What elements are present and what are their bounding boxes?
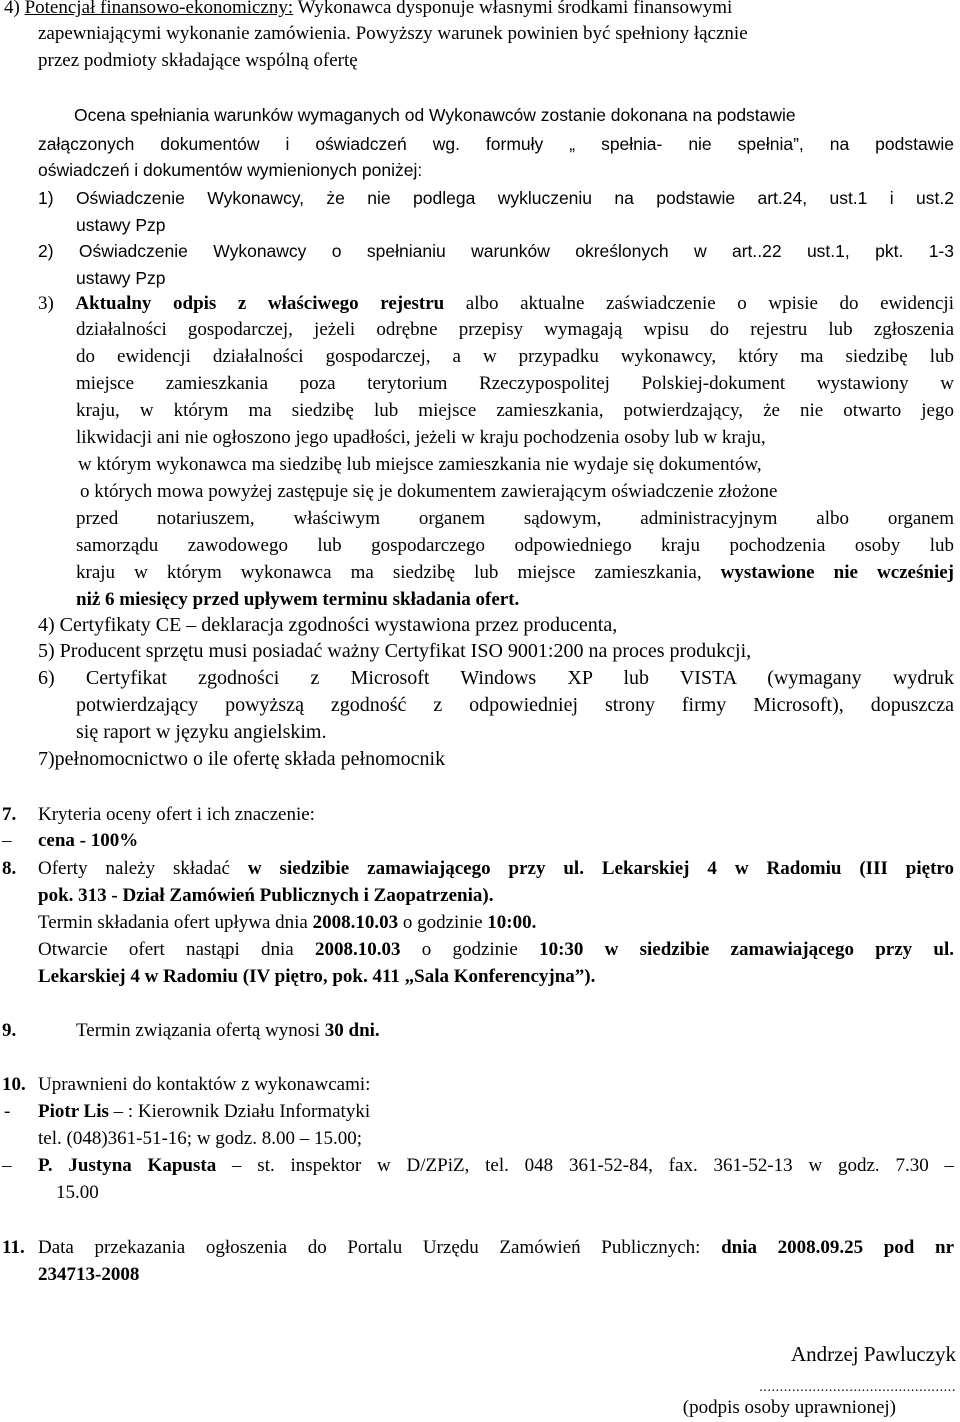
s10-number: 10. [2, 1074, 26, 1095]
ocena-line-1: Ocena spełniania warunków wymaganych od Wykonawców zostanie dokonana na podstawie [74, 105, 796, 125]
doc-4: 4) Certyfikaty CE – deklaracja zgodności wystawiona przez producenta, [38, 614, 618, 636]
potencjal-line-3: przez podmioty składające wspólną ofertę [38, 50, 358, 71]
s7-number: 7. [2, 804, 17, 825]
s8-number: 8. [2, 858, 17, 879]
s8-line-2: pok. 313 - Dział Zamówień Publicznych i Zaopatrzenia). [38, 885, 494, 906]
signature-dotted-line: ................................................ [759, 1380, 956, 1395]
s7-dash: – [2, 830, 12, 851]
potencjal-heading: Potencjał finansowo-ekonomiczny: [24, 0, 294, 18]
doc-3-line-11: kraju w którym wykonawca ma siedzibę lub miejsce zamieszkania, wystawione nie wcześniej [76, 562, 954, 583]
s10-title: Uprawnieni do kontaktów z wykonawcami: [38, 1074, 371, 1095]
doc-3-line-10: samorządu zawodowego lub gospodarczego odpowiedniego kraju pochodzenia osoby lub [76, 535, 954, 556]
ocena-line-2: załączonych dokumentów i oświadczeń wg. formuły „ spełnia- nie spełnia”, na podstawie [38, 134, 954, 154]
doc-3-line-8: o których mowa powyżej zastępuje się je dokumentem zawierającym oświadczenie złożone [80, 481, 778, 502]
doc-2-line-1: 2) Oświadczenie Wykonawcy o spełnianiu warunków określonych w art..22 ust.1, pkt. 1-3 [38, 241, 954, 261]
s8-line-4: Otwarcie ofert nastąpi dnia 2008.10.03 o godzinie 10:30 w siedzibie zamawiającego przy ul. [38, 939, 954, 960]
s8-line-1: Oferty należy składać w siedzibie zamawiającego przy ul. Lekarskiej 4 w Radomiu (III piętro [38, 858, 954, 879]
doc-1-line-2: ustawy Pzp [76, 215, 166, 235]
s10-contact-1-dash: - [4, 1101, 11, 1122]
doc-3-line-7: w którym wykonawca ma siedzibę lub miejsce zamieszkania nie wydaje się dokumentów, [78, 454, 762, 475]
doc-3-line-6: likwidacji ani nie ogłoszono jego upadłości, jeżeli w kraju pochodzenia osoby lub w kraju, [76, 427, 766, 448]
doc-6-line-1: 6) Certyfikat zgodności z Microsoft Windows XP lub VISTA (wymagany wydruk [38, 667, 954, 689]
potencjal-line-1: 4) Potencjał finansowo-ekonomiczny: Wykonawca dysponuje własnymi środkami finansowymi [4, 0, 732, 19]
s10-contact-2-dash: – [2, 1155, 12, 1176]
signatory-name: Andrzej Pawluczyk [790, 1342, 956, 1366]
s8-line-3: Termin składania ofert upływa dnia 2008.10.03 o godzinie 10:00. [38, 912, 537, 933]
s11-number: 11. [2, 1237, 25, 1258]
s11-line-1: Data przekazania ogłoszenia do Portalu Urzędu Zamówień Publicznych: dnia 2008.09.25 pod nr [38, 1237, 954, 1258]
doc-3-line-4: miejsce zamieszkania poza terytorium Rzeczypospolitej Polskiej-dokument wystawiony w [76, 373, 954, 394]
doc-6-line-3: się raport w języku angielskim. [76, 721, 327, 743]
signature-caption: (podpis osoby uprawnionej) [682, 1397, 896, 1418]
s7-title: Kryteria oceny ofert i ich znaczenie: [38, 804, 315, 825]
s8-line-5: Lekarskiej 4 w Radomiu (IV piętro, pok. 411 „Sala Konferencyjna”). [38, 966, 596, 987]
doc-6-line-2: potwierdzający powyższą zgodność z odpowiedniej strony firmy Microsoft), dopuszcza [76, 694, 954, 716]
doc-7: 7)pełnomocnictwo o ile ofertę składa pełnomocnik [38, 748, 446, 770]
s10-contact-1-tel: tel. (048)361-51-16; w godz. 8.00 – 15.00; [38, 1128, 363, 1149]
doc-3-line-12: niż 6 miesięcy przed upływem terminu składania ofert. [76, 589, 520, 610]
s9-number: 9. [2, 1020, 17, 1041]
doc-5: 5) Producent sprzętu musi posiadać ważny Certyfikat ISO 9001:200 na proces produkcji, [38, 640, 752, 662]
doc-3-line-5: kraju, w którym ma siedzibę lub miejsce zamieszkania, potwierdzający, że nie otwarto jego [76, 400, 954, 421]
doc-1-line-1: 1) Oświadczenie Wykonawcy, że nie podlega wykluczeniu na podstawie art.24, ust.1 i ust.2 [38, 188, 954, 208]
s7-criterion: cena - 100% [38, 830, 139, 851]
doc-2-line-2: ustawy Pzp [76, 268, 166, 288]
s10-contact-2-cont: 15.00 [56, 1182, 99, 1203]
doc-3-line-1: 3) Aktualny odpis z właściwego rejestru albo aktualne zaświadczenie o wpisie do ewidencji [38, 293, 954, 314]
doc-3-line-3: do ewidencji działalności gospodarczej, a w przypadku wykonawcy, który ma siedzibę lub [76, 346, 954, 367]
doc-3-line-2: działalności gospodarczej, jeżeli odrębne przepisy wymagają wpisu do rejestru lub zgłoszenia [76, 319, 954, 340]
s10-contact-2: P. Justyna Kapusta – st. inspektor w D/ZPiZ, tel. 048 361-52-84, fax. 361-52-13 w godz. 7.30 – [38, 1155, 954, 1176]
s9-text: Termin związania ofertą wynosi 30 dni. [76, 1020, 380, 1041]
potencjal-line-2: zapewniającymi wykonanie zamówienia. Powyższy warunek powinien być spełniony łącznie [38, 23, 748, 44]
ocena-line-3: oświadczeń i dokumentów wymienionych poniżej: [38, 160, 423, 180]
s11-line-2: 234713-2008 [38, 1264, 140, 1285]
s10-contact-1: Piotr Lis – : Kierownik Działu Informatyki [38, 1101, 371, 1122]
doc-3-line-9: przed notariuszem, właściwym organem sądowym, administracyjnym albo organem [76, 508, 954, 529]
